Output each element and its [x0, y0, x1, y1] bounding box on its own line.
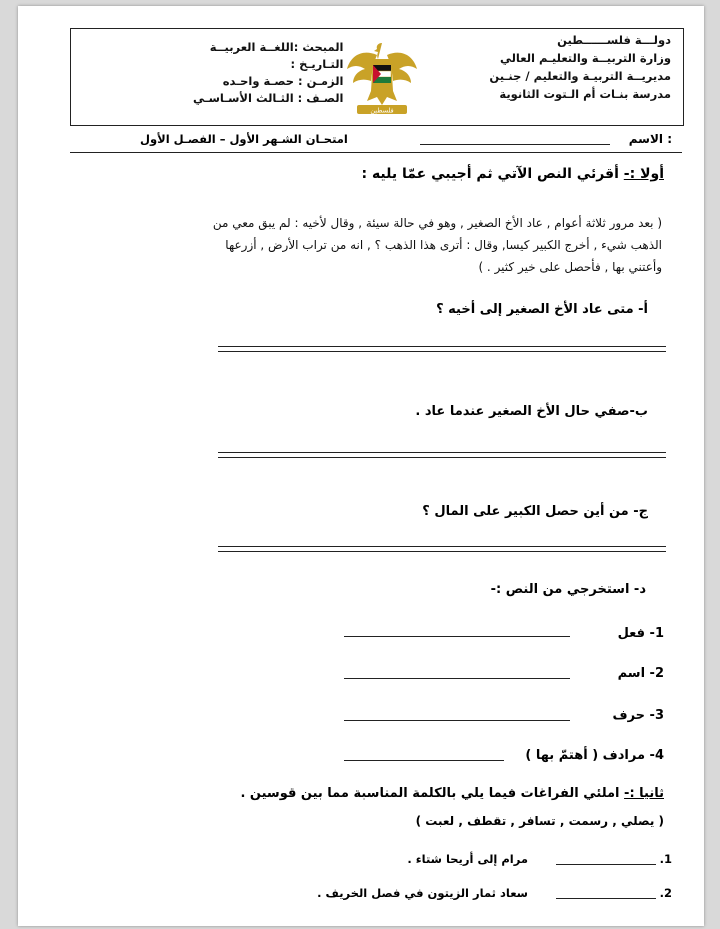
extract-particle: 3- حرف	[612, 708, 664, 723]
exam-page	[18, 6, 704, 926]
question-a: أ- متى عاد الأخ الصغير إلى أخيه ؟	[436, 302, 648, 317]
answer-line-b[interactable]	[218, 452, 666, 458]
fill-item-2-number: 2.	[659, 886, 672, 900]
fill-item-1-number: 1.	[659, 852, 672, 866]
fill-item-2-text: سعاد ثمار الزيتون في فصل الخريف .	[317, 886, 528, 900]
exam-meta	[193, 39, 343, 107]
meta-subject: المبحث :اللغــة العربيــة	[209, 40, 344, 54]
section1-title	[361, 166, 664, 182]
emblem-label: فلسطين	[370, 106, 394, 115]
question-d: د- استخرجي من النص :-	[490, 582, 646, 597]
section2-title	[240, 786, 664, 801]
section1-instruction: أقرئي النص الآتي ثم أجيبي عمّا يليه :	[361, 166, 619, 182]
name-label: الاسم :	[628, 132, 672, 146]
section2-instruction: املئي الفراغات فيما يلي بالكلمة المناسبة مما بين قوسين .	[240, 786, 620, 801]
fill-item-1-text: مرام إلى أريحا شتاء .	[407, 852, 528, 866]
extract-synonym: 4- مرادف ( أهتمّ بها )	[525, 748, 664, 763]
answer-line-c[interactable]	[218, 546, 666, 552]
header-school: مدرسة بنـات أم الـتوت الثانوية	[499, 87, 671, 101]
section1-prefix: أولا :-	[623, 166, 664, 182]
name-blank[interactable]	[420, 144, 610, 145]
meta-date: التـاريـخ :	[290, 57, 344, 71]
word-bank: ( يصلي , رسمت , تسافر , تقطف , لعبت )	[415, 814, 664, 828]
extract-noun: 2- اسم	[617, 666, 664, 681]
meta-grade: الصـف : الثـالث الأسـاسـي	[193, 91, 344, 105]
header-ministry: وزارة التربيــة والتعليـم العالي	[499, 51, 671, 65]
blank-verb[interactable]	[344, 636, 570, 637]
reading-passage	[42, 212, 662, 278]
question-c: ج- من أين حصل الكبير على المال ؟	[422, 504, 648, 519]
school-info	[489, 31, 671, 103]
fill-blank-1[interactable]	[556, 864, 656, 865]
student-info-bar	[70, 130, 682, 153]
blank-particle[interactable]	[344, 720, 570, 721]
palestine-eagle-emblem-icon	[343, 35, 421, 117]
blank-noun[interactable]	[344, 678, 570, 679]
exam-title: امتحـان الشـهر الأول – الفصـل الأول	[140, 132, 348, 146]
section2-prefix: ثانيا :-	[624, 786, 664, 801]
header-directorate: مديريــة التربيـة والتعليم / جنـين	[489, 69, 671, 83]
question-b: ب-صفي حال الأخ الصغير عندما عاد .	[415, 404, 648, 419]
extract-verb: 1- فعل	[617, 626, 664, 641]
header-country: دولـــة فلســــــطين	[557, 33, 671, 47]
passage-line: وأعتني بها , فأحصل على خير كثير . )	[478, 260, 662, 274]
fill-blank-2[interactable]	[556, 898, 656, 899]
answer-line-a[interactable]	[218, 346, 666, 352]
meta-duration: الزمـن : حصـة واحـده	[222, 74, 344, 88]
passage-line: الذهب شيء , أخرج الكبير كيسا, وقال : أترى هذا الذهب ؟ , انه من تراب الأرض , أزرعها	[225, 238, 662, 252]
blank-synonym[interactable]	[344, 760, 504, 761]
exam-header	[70, 28, 684, 126]
passage-line: ( بعد مرور ثلاثة أعوام , عاد الأخ الصغير , وهو في حالة سيئة , وقال لأخيه : لم يبق معي من	[212, 216, 662, 230]
